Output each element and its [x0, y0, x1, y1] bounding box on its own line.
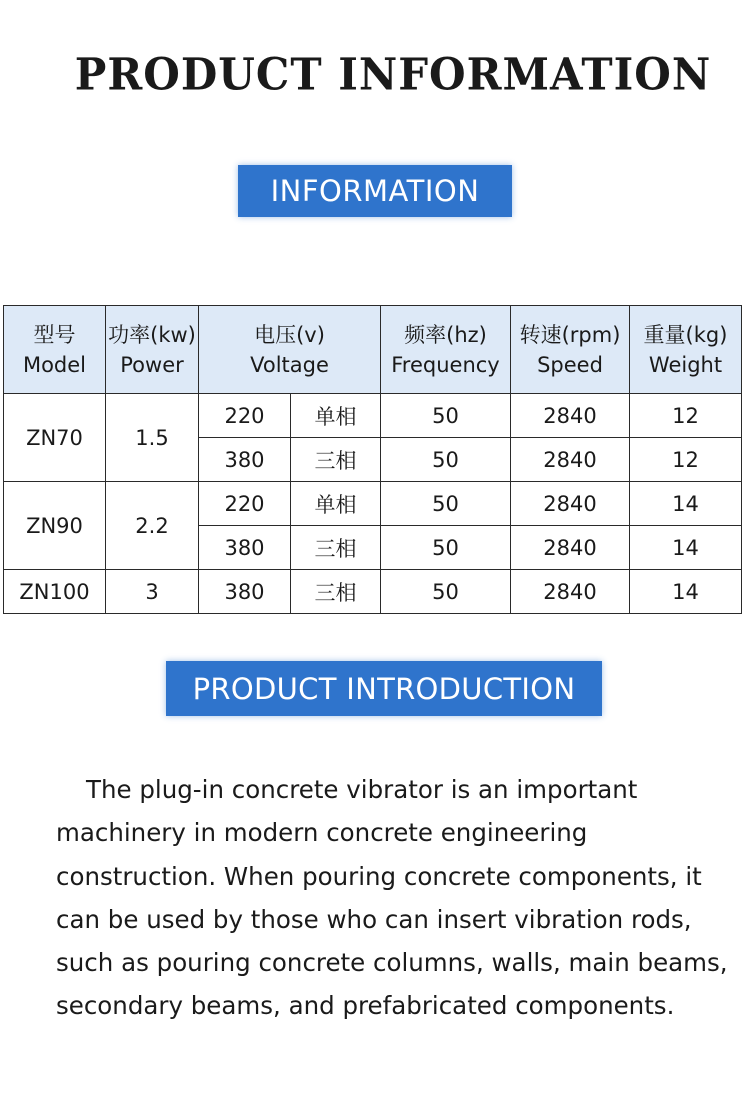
cell-weight: 14	[630, 482, 742, 526]
cell-model: ZN100	[4, 570, 106, 614]
header-voltage: 电压(v) Voltage	[199, 306, 381, 394]
cell-weight: 14	[630, 526, 742, 570]
cell-model: ZN90	[4, 482, 106, 570]
cell-frequency: 50	[381, 526, 511, 570]
table-row	[4, 482, 742, 526]
header-speed: 转速(rpm) Speed	[511, 306, 630, 394]
cell-phase: 三相	[291, 570, 381, 614]
cell-voltage: 380	[199, 438, 291, 482]
spec-table	[3, 305, 742, 614]
cell-voltage: 380	[199, 570, 291, 614]
cell-model: ZN70	[4, 394, 106, 482]
cell-phase: 三相	[291, 438, 381, 482]
information-badge: INFORMATION	[238, 165, 512, 217]
cell-speed: 2840	[511, 570, 630, 614]
introduction-paragraph: The plug-in concrete vibrator is an important machinery in modern concrete engineering construction. When pouring concrete components, it can be used by those who can insert vibration rods, such as pouring concrete columns, walls, main beams, secondary beams, and prefabricated components.	[56, 775, 728, 1021]
cell-speed: 2840	[511, 526, 630, 570]
cell-power: 3	[106, 570, 199, 614]
cell-power: 2.2	[106, 482, 199, 570]
cell-voltage: 220	[199, 394, 291, 438]
cell-weight: 12	[630, 394, 742, 438]
table-row	[4, 394, 742, 438]
header-weight: 重量(kg) Weight	[630, 306, 742, 394]
cell-weight: 14	[630, 570, 742, 614]
cell-speed: 2840	[511, 394, 630, 438]
table-row	[4, 570, 742, 614]
cell-power: 1.5	[106, 394, 199, 482]
cell-phase: 单相	[291, 482, 381, 526]
cell-phase: 三相	[291, 526, 381, 570]
cell-frequency: 50	[381, 570, 511, 614]
header-model: 型号 Model	[4, 306, 106, 394]
header-power: 功率(kw) Power	[106, 306, 199, 394]
page-title: PRODUCT INFORMATION	[74, 48, 712, 101]
product-introduction-badge: PRODUCT INTRODUCTION	[166, 661, 602, 716]
cell-frequency: 50	[381, 394, 511, 438]
header-frequency: 频率(hz) Frequency	[381, 306, 511, 394]
cell-speed: 2840	[511, 438, 630, 482]
cell-phase: 单相	[291, 394, 381, 438]
cell-voltage: 220	[199, 482, 291, 526]
cell-frequency: 50	[381, 482, 511, 526]
cell-frequency: 50	[381, 438, 511, 482]
cell-voltage: 380	[199, 526, 291, 570]
cell-speed: 2840	[511, 482, 630, 526]
cell-weight: 12	[630, 438, 742, 482]
table-header-row	[4, 306, 742, 394]
